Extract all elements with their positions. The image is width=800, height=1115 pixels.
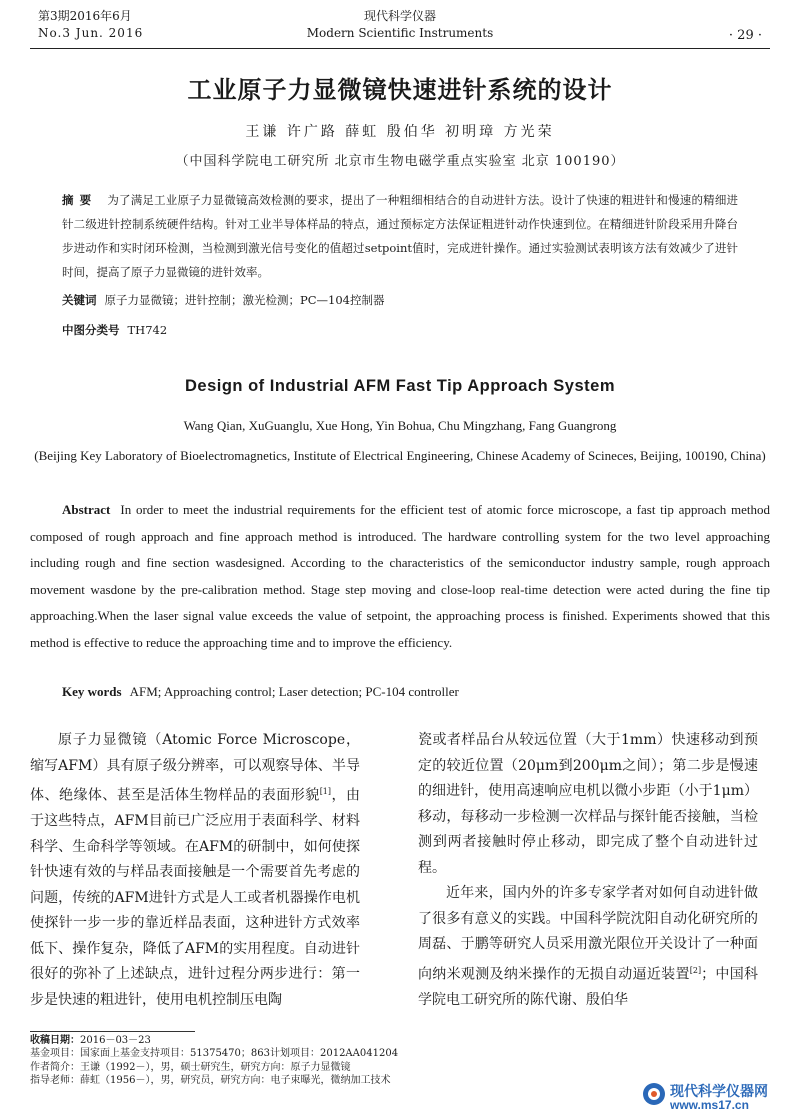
abstract-text-cn: 为了满足工业原子力显微镜高效检测的要求，提出了一种粗细相结合的自动进针方法。设计了快速的粗进针和慢速的精细进针二级进针控制系统硬件结构。针对工业半导体样品的特点，通过预标定方法保证粗进针动作快速到位。在精细进针阶段采用升降台步进动作和实时闭环检测，当检测到激光信号变化的值超过setpoint值时，完成进针操作。通过实验测试表明该方法有效减少了进针时间，提高了原子力显微镜的进针效率。	[62, 193, 739, 279]
body-paragraph: 瓷或者样品台从较远位置（大于1mm）快速移动到预定的较近位置（20μm到200μm之间）；第二步是慢速的细进针，使用高速响应电机以微小步距（小于1μm）移动，每移动一步检测一次样品与探针能否接触，当检测到两者接触时停止移动，即完成了整个自动进针过程。	[418, 732, 758, 876]
body-column-right	[418, 728, 758, 1013]
body-paragraph	[418, 881, 758, 1013]
classification-label: 中图分类号	[62, 323, 120, 337]
abstract-label-cn: 摘要	[62, 193, 98, 207]
body-text: 近年来，国内外的许多专家学者对如何自动进针做了很多有意义的实践。中国科学院沈阳自动化研究所的周磊、于鹏等研究人员采用激光限位开关设计了一种面向纳米观测及纳米操作的无损自动逼近装置	[418, 885, 758, 983]
citation-ref: [2]	[689, 965, 702, 975]
keywords-en	[62, 684, 459, 700]
footnote-author: 作者简介：王谦（1992－），男，硕士研究生，研究方向：原子力显微镜	[30, 1061, 351, 1073]
header-divider	[30, 48, 770, 49]
footnote-advisor: 指导老师：薛虹（1956－），男，研究员，研究方向：电子束曝光，微纳加工技术	[30, 1075, 391, 1087]
running-header-issue	[38, 8, 143, 42]
abstract-cn	[62, 188, 738, 284]
keywords-label-en: Key words	[62, 684, 122, 699]
body-text: 原子力显微镜（Atomic Force Microscope，缩写AFM）具有原子级分辨率，可以观察导体、半导体、绝缘体、甚至是活体生物样品的表面形貌	[30, 732, 360, 804]
keywords-label-cn: 关键词	[62, 293, 97, 307]
issue-cn: 第3期2016年6月	[38, 9, 132, 23]
body-text: ；中国科学院电工研究所的陈代谢、殷伯华	[418, 966, 759, 1008]
citation-ref: [1]	[319, 787, 332, 796]
abstract-text-en: In order to meet the industrial requirements for the efficient test of atomic force microscope, a fast tip approach method composed of rough approach and fine approach method is introduced. The hardware controlling system for the two level approaching including rough and fine section wasdesigned. According to the characteristics of the semiconductor industry sample, rough approach movement wasdone by the pre-calibration method. Stage step moving and close-loop real-time detection were acted during the fine tip approaching.When the laser signal value exceeds the value of setpoint, the approaching process is finished. Experiments showed that this method is effective to reduce the approaching time and to improve the efficiency.	[30, 502, 770, 650]
watermark-name: 现代科学仪器网	[670, 1083, 768, 1099]
keywords-text-cn: 原子力显微镜；进针控制；激光检测；PC—104控制器	[104, 293, 385, 307]
footnote-divider	[30, 1031, 195, 1032]
keywords-cn	[62, 292, 384, 308]
affiliation-cn: （中国科学院电工研究所 北京市生物电磁学重点实验室 北京 100190）	[175, 154, 625, 169]
abstract-en	[30, 497, 770, 657]
classification-cn	[62, 322, 167, 338]
footnote-received	[30, 1034, 398, 1047]
authors-cn: 王谦 许广路 薛虹 殷伯华 初明璋 方光荣	[245, 124, 555, 140]
abstract-label-en: Abstract	[62, 502, 111, 517]
affiliation-en: (Beijing Key Laboratory of Bioelectromagnetics, Institute of Electrical Engineering, Chinese Academy of Scineces, Beijing, 100190, China)	[34, 448, 766, 463]
paper-title-en: Design of Industrial AFM Fast Tip Approach System	[184, 377, 616, 395]
body-column-left	[30, 728, 360, 1013]
page-number: · 29 ·	[728, 28, 762, 43]
footnote-fund: 基金项目：国家面上基金支持项目：51375470；863计划项目：2012AA041204	[30, 1048, 399, 1060]
footnote-text: 2016－03－23	[80, 1035, 151, 1046]
body-text: ，由于这些特点，AFM目前已广泛应用于表面科学、材料科学、生命科学等领域。在AFM的研制中，如何使探针快速有效的与样品表面接触是一个需要首先考虑的问题，传统的AFM进针方式是人工或者机器操作电机使探针一步一步的靠近样品表面，这种进针方式效率低下、操作复杂，降低了AFM的实用程度。自动进针很好的弥补了上述缺点，进针过程分两步进行：第一步是快速的粗进针，使用电机控制压电陶	[30, 787, 360, 1008]
paper-title-cn: 工业原子力显微镜快速进针系统的设计	[187, 75, 613, 104]
authors-en: Wang Qian, XuGuanglu, Xue Hong, Yin Bohua, Chu Mingzhang, Fang Guangrong	[183, 418, 617, 433]
classification-code: TH742	[127, 323, 168, 337]
watermark-url: www.ms17.cn	[670, 1098, 749, 1112]
journal-en: Modern Scientific Instruments	[306, 26, 494, 40]
issue-en: No.3 Jun. 2016	[38, 26, 144, 40]
body-paragraph	[30, 728, 360, 1013]
keywords-text-en: AFM; Approaching control; Laser detection; PC-104 controller	[129, 684, 459, 699]
running-header-journal	[250, 8, 550, 42]
logo-icon	[642, 1082, 666, 1106]
footnote-label: 收稿日期：	[30, 1035, 80, 1046]
footnotes	[30, 1034, 398, 1088]
journal-cn: 现代科学仪器	[363, 9, 436, 23]
